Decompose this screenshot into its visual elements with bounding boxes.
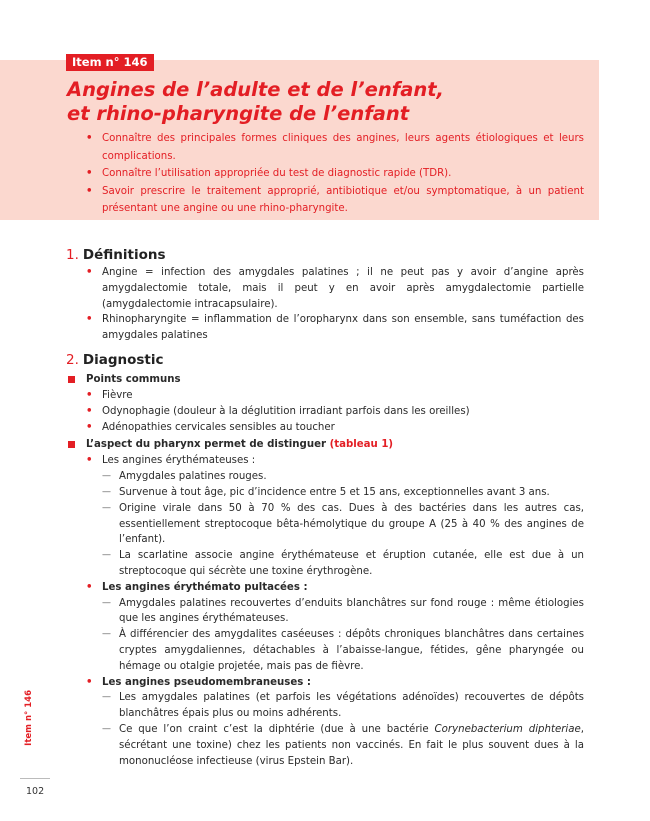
list-item: — À différencier des amygdalites caséeuses : dépôts chroniques blanchâtres dans certaines cryptes amygdaliennes, détachables à l’abaisse-langue, fétides, gêne pharyngée ou hémage ou otalgie projetée, mais pas de fièvre. (102, 627, 584, 674)
points-communs-list (86, 388, 584, 435)
definitions-list (86, 265, 584, 344)
section-number: 1. (66, 247, 79, 263)
aspect-heading (66, 437, 584, 453)
list-item: • Odynophagie (douleur à la déglutition irradiant parfois dans les oreilles) (86, 404, 584, 420)
list-item: — Les amygdales palatines (et parfois les végétations adénoïdes) recouvertes de dépôts blanchâtres épais plus ou moins adhérents. (102, 690, 584, 722)
list-item: — Amygdales palatines recouvertes d’enduits blanchâtres sur fond rouge : même étiologies que les angines érythémateuses. (102, 596, 584, 628)
group-title: Les angines pseudomembraneuses : (102, 676, 311, 688)
title-line-2: et rhino-pharyngite de l’enfant (67, 102, 410, 125)
dash-list (102, 469, 584, 580)
item-tag: Item n° 146 (66, 54, 154, 71)
definition-item: • Angine = infection des amygdales palatines ; il ne peut pas y avoir d’angine après amygdalectomie totale, mais il peut y en avoir après amygdalectomie partielle (amygdalectomie intracapsulaire). (86, 265, 584, 312)
list-item: • Fièvre (86, 388, 584, 404)
aspect-list (86, 453, 584, 769)
table-reference-link[interactable]: (tableau 1) (329, 439, 394, 451)
objectives-list (86, 130, 584, 218)
side-item-label: Item n° 146 (24, 690, 34, 746)
objective-item: • Connaître des principales formes cliniques des angines, leurs agents étiologiques et leurs complications. (86, 130, 584, 165)
list-item: — Amygdales palatines rouges. (102, 469, 584, 485)
definition-item: • Rhinopharyngite = inflammation de l’oropharynx dans son ensemble, sans tuméfaction des amygdales palatines (86, 312, 584, 344)
section-number: 2. (66, 351, 79, 368)
section-1-heading (66, 245, 584, 265)
footer-rule (20, 778, 50, 779)
dash-list (102, 690, 584, 769)
page-number: 102 (26, 786, 45, 797)
list-item: — Survenue à tout âge, pic d’incidence entre 5 et 15 ans, exceptionnelles avant 3 ans. (102, 485, 584, 501)
text-run: Ce que l’on craint c’est la diphtérie (due à une bactérie (119, 723, 435, 735)
main-content (66, 245, 584, 769)
angine-group (86, 675, 584, 770)
section-2-heading (66, 350, 584, 370)
section-title: Définitions (82, 247, 166, 263)
objective-item: • Savoir prescrire le traitement approprié, antibiotique et/ou symptomatique, à un patient présentant une angine ou une rhino-pharyngite. (86, 183, 584, 218)
list-item: • Adénopathies cervicales sensibles au toucher (86, 420, 584, 436)
angine-group (86, 580, 584, 675)
objective-item: • Connaître l’utilisation appropriée du test de diagnostic rapide (TDR). (86, 165, 584, 183)
points-communs-heading: Points communs (66, 372, 584, 388)
section-title: Diagnostic (82, 351, 164, 368)
page-title (67, 78, 587, 126)
title-line-1: Angines de l’adulte et de l’enfant, (67, 78, 444, 101)
group-title: Les angines érythémateuses : (102, 455, 256, 467)
list-item (102, 722, 584, 769)
dash-list (102, 596, 584, 675)
angine-group (86, 453, 584, 579)
group-title: Les angines érythémato pultacées : (102, 581, 308, 593)
list-item: — Origine virale dans 50 à 70 % des cas. Dues à des bactéries dans les autres cas, essentiellement streptocoque bêta-hémolytique du groupe A (25 à 40 % des angines de l’enfant). (102, 501, 584, 548)
aspect-label: L’aspect du pharynx permet de distinguer (86, 439, 327, 451)
italic-term: Corynebacterium diphteriae (434, 723, 581, 735)
list-item: — La scarlatine associe angine érythémateuse et éruption cutanée, elle est due à un streptocoque qui sécrète une toxine érythrogène. (102, 548, 584, 580)
text-run: , sécrétant une toxine) chez les patients non vaccinés. En fait le plus souvent dues à la mononucléose infectieuse (virus Epstein Bar). (119, 723, 584, 767)
